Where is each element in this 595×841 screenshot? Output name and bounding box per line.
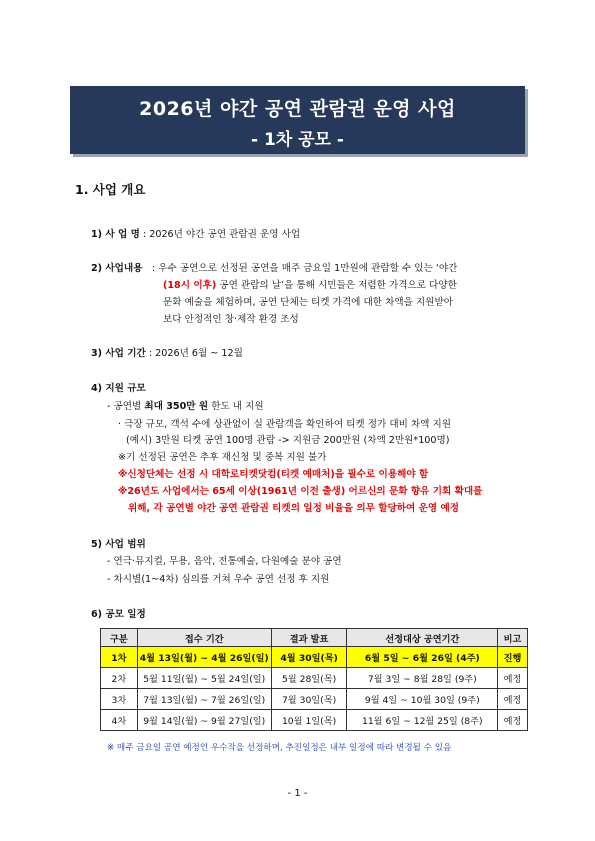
table-cell: 10월 1일(목) [271,710,347,731]
content-line-3: 문화 예술을 체험하며, 공연 단체는 티켓 가격에 대한 차액을 지원받아 [163,297,453,308]
table-cell: 9월 14일(월) ~ 9월 27일(일) [137,710,271,731]
period-label: 3) 사업 기간 [91,348,146,359]
header-performance-period: 선정대상 공연기간 [347,629,498,647]
content-highlight: (18시 이후) [163,280,217,291]
support-line-4: ※기 선정된 공연은 추후 재신청 및 중복 지원 불가 [118,452,327,463]
period-value: : 2026년 6월 ~ 12월 [148,348,243,359]
scope-line-1: - 연극·뮤지컬, 무용, 음악, 전통예술, 다원예술 분야 공연 [107,556,342,567]
scope-line-2: - 차시별(1~4차) 심의를 거쳐 우수 공연 선정 후 지원 [107,574,330,585]
table-cell: 7월 30일(목) [271,689,347,710]
schedule-table [100,628,528,731]
content-line-1: : 우수 공연으로 선정된 공연을 매주 금요일 1만원에 관람할 수 있는 ‘야간 [152,263,458,274]
content-label: 2) 사업내용 [91,263,143,274]
support-max-amount: 최대 350만 원 [144,401,209,412]
support-line-1 [107,399,264,415]
table-cell: 11월 6일 ~ 12월 25일 (8주) [347,710,498,731]
table-cell: 3차 [101,689,138,710]
support-label: 4) 지원 규모 [91,383,146,394]
table-row [101,668,528,689]
support-line-3: (예시) 3만원 티켓 공연 100명 관람 -> 지원금 200만원 (차액 2만원*100명) [126,435,450,446]
support-line-7: 위해, 각 공연별 야간 공연 관람권 티켓의 일정 비율을 의무 할당하여 운영 예정 [128,503,460,514]
table-cell: 2차 [101,668,138,689]
support-line-2: · 극장 규모, 객석 수에 상관없이 실 관람객을 확인하여 티켓 정가 대비 차액 지원 [118,419,452,430]
section-heading: 1. 사업 개요 [75,182,146,197]
table-cell: 6월 5일 ~ 6월 26일 (4주) [347,647,498,668]
header-result-date: 결과 발표 [271,629,347,647]
header-category: 구분 [101,629,138,647]
table-row [101,710,528,731]
item-name [91,227,300,243]
support-line-5: ※신청단체는 선정 시 대학로티켓닷컴(티켓 예매처)을 필수로 이용해야 함 [118,469,429,480]
table-cell: 예정 [498,668,528,689]
table-cell: 7월 13일(월) ~ 7월 26일(일) [137,689,271,710]
table-cell: 4월 30일(목) [271,647,347,668]
table-cell: 1차 [101,647,138,668]
scope-label: 5) 사업 범위 [91,539,146,550]
item-period [91,346,243,362]
support-line-1a: - 공연별 [107,401,145,412]
table-row [101,647,528,668]
table-header-row [101,629,528,647]
table-cell: 5월 28일(목) [271,668,347,689]
header-application-period: 접수 기간 [137,629,271,647]
support-line-1c: 한도 내 지원 [208,401,264,412]
document-subtitle: - 1차 공모 - [251,130,344,150]
schedule-note: ※ 매주 금요일 공연 예정인 우수작을 선정하며, 추진일정은 내부 일정에 따라 변경될 수 있음 [107,743,452,753]
item-content-label [91,261,142,277]
title-banner [70,86,525,154]
table-cell: 9월 4일 ~ 10월 30일 (9주) [347,689,498,710]
header-remarks: 비고 [498,629,528,647]
support-line-6: ※26년도 사업에서는 65세 이상(1961년 이전 출생) 어르신의 문화 향유 기회 확대를 [118,486,483,497]
table-cell: 4월 13일(월) ~ 4월 26일(일) [137,647,271,668]
schedule-label: 6) 공모 일정 [91,609,146,620]
table-cell: 진행 [498,647,528,668]
table-row [101,689,528,710]
content-line-2-text: 공연 관람의 날’을 통해 시민들은 저렴한 가격으로 다양한 [216,280,457,291]
table-cell: 5월 11일(월) ~ 5월 24일(일) [137,668,271,689]
content-line-4: 보다 안정적인 창·제작 환경 조성 [163,314,299,325]
item-name-label: 1) 사 업 명 [91,229,140,240]
item-name-value: : 2026년 야간 공연 관람권 운영 사업 [142,229,301,240]
table-cell: 예정 [498,689,528,710]
page-number: - 1 - [287,788,308,799]
table-cell: 7월 3일 ~ 8월 28일 (9주) [347,668,498,689]
document-title: 2026년 야간 공연 관람권 운영 사업 [139,98,456,120]
table-cell: 4차 [101,710,138,731]
table-cell: 예정 [498,710,528,731]
content-line-2 [163,278,457,294]
